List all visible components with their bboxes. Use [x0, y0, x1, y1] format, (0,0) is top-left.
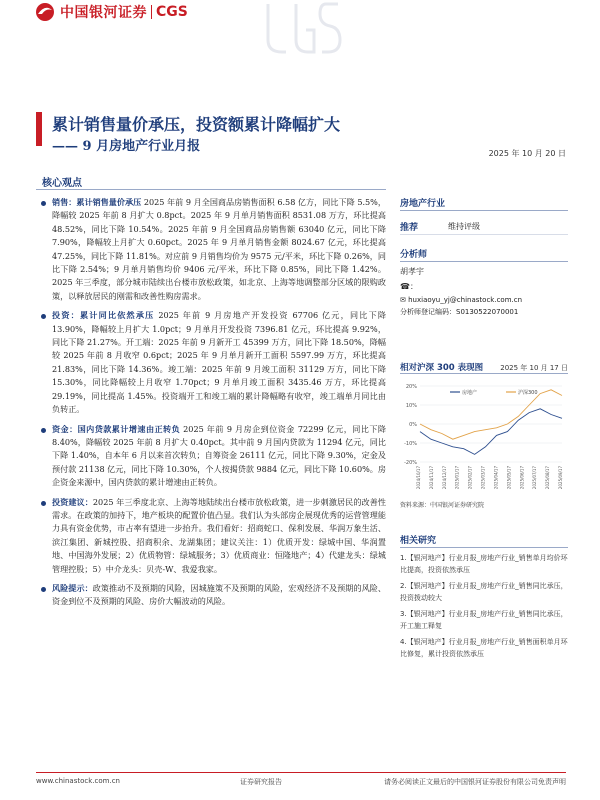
relative-performance-chart: [400, 378, 568, 498]
core-views-body: [40, 196, 386, 615]
y-tick-label: -10%: [404, 441, 417, 447]
chart-title: 相对沪深 300 表现图: [400, 363, 484, 373]
rating-key: 推荐: [400, 223, 419, 233]
x-tick-label: 2025/01/17: [454, 466, 460, 490]
section-divider: [36, 189, 386, 190]
x-tick-label: 2024/12/17: [441, 466, 447, 490]
item-investment: [40, 309, 386, 416]
x-tick-label: 2024/11/17: [428, 466, 434, 490]
x-tick-label: 2024/10/17: [416, 466, 421, 490]
x-tick-label: 2025/05/17: [506, 466, 512, 490]
chart-svg: [400, 378, 568, 498]
analyst-email: [400, 296, 568, 304]
item-text: 2025 年前 9 月房地产开发投资 67706 亿元，同比下降 13.90%，降幅较上月扩大 1.0pct；9 月单月开发投资 7396.81 亿元，环比提高 9.92%，同比下降 21.27%。开工端：2025 年前 9 月新开工 45399 万方，同比下降 18.50%，降幅较 2025 年前 8 月收窄 0.6pct；2025 年 9 月单月新开工面积 5597.99 万方，环比提高 21.83%，同比下降 14.36%。竣工端：2025 年前 9 月竣工面积 31129 万方，同比下降 15.30%，同比降幅较上月收窄 1.70pct；9 月单月竣工面积 3435.46 万方，环比提高 29.19%，同比提高 1.45%。投资端开工和竣工端的累计降幅略有收窄，竣工端单月同比由负转正。: [52, 310, 386, 415]
y-tick-label: 20%: [405, 384, 417, 390]
logo-text: 中国银河证券: [60, 5, 147, 21]
bullet-icon: [41, 314, 46, 319]
footer-disclaimer: 请务必阅读正文最后的中国银河证券股份有限公司免责声明: [384, 778, 566, 786]
footer-divider: [36, 772, 566, 773]
cgs-watermark-icon: [258, 0, 348, 60]
related-report[interactable]: 1.【银河地产】行业月报_房地产行业_销售单月均价环比提高，投资依然承压: [400, 554, 568, 574]
title-accent-bar: [36, 112, 42, 146]
chart-source: 资料来源：中国银河证券研究院: [400, 502, 485, 509]
bullet-icon: [41, 501, 46, 506]
report-date: 2025 年 10 月 20 日: [488, 149, 566, 158]
series-line-沪深300: [420, 390, 562, 439]
section-core-views: 核心观点: [42, 178, 82, 189]
page-header: [0, 0, 600, 62]
item-sales: [40, 196, 386, 303]
related-report[interactable]: 3.【银河地产】行业月报_房地产行业_销售同比承压，开工施工释复: [400, 610, 568, 630]
analyst-cert: 分析师登记编码：S0130522070001: [400, 308, 519, 316]
chart-header: [400, 359, 568, 374]
rating-value: 维持评级: [448, 222, 480, 231]
item-text: 2025 年三季度北京、上海等地陆续出台楼市放松政策，进一步刺激居民的改善性需求。在政策的加持下，地产板块的配置价值凸显。我们认为头部房企展现优秀的运营管理能力具有资金优势，市占率有望进一步抬升。我们看好：招商蛇口、保利发展、华润万象生活、滨江集团、新城控股、招商积余、龙湖集团；建议关注：1）优质开发：绿城中国、华润置地、中国海外发展；2）优质物管：绿城服务；3）优质商业：恒隆地产；4）代建龙头：绿城管理控股；5）中介龙头：贝壳-W、我爱我家。: [52, 496, 386, 574]
legend-label: 房地产: [462, 390, 478, 396]
x-tick-label: 2025/06/17: [519, 466, 525, 490]
item-label: 销售：累计销售量价承压: [52, 197, 142, 207]
item-label: 投资建议：: [52, 496, 93, 507]
legend-label: 沪深300: [518, 390, 538, 396]
footer-url[interactable]: www.chinastock.com.cn: [36, 777, 120, 785]
y-tick-label: 10%: [405, 403, 417, 409]
analyst-phone: [400, 281, 568, 292]
item-label: 风险提示：: [52, 582, 93, 593]
mail-icon: ✉: [400, 296, 406, 304]
bullet-icon: [41, 428, 46, 433]
item-text: 2025 年前 9 月房企到位资金 72299 亿元，同比下降 8.40%，降幅较 2025 年前 8 月扩大 0.40pct。其中前 9 月国内贷款为 11294 亿元，同比下降 1.40%，自本年 6 月以来首次转负；自筹资金 26111 亿元，同比下降 9.30%，定金及预付款 21138 亿元，同比下降 10.30%，个人按揭贷款 9884 亿元，同比下降 10.60%。房企资金来源中，国内贷款的累计增速由正转负。: [52, 423, 386, 488]
related-report[interactable]: 4.【银河地产】行业月报_房地产行业_销售面积单月环比修复，累计投资依然承压: [400, 638, 568, 658]
logo-cgs: CGS: [156, 4, 188, 20]
x-tick-label: 2025/02/17: [467, 466, 473, 490]
item-label: 投资：累计同比依然承压: [52, 310, 155, 321]
footer-center: 证券研究报告: [240, 778, 282, 786]
x-tick-label: 2025/07/17: [532, 466, 538, 490]
bullet-icon: [41, 587, 46, 592]
report-subtitle: —— 9 月房地产行业月报: [52, 139, 201, 154]
series-line-房地产: [420, 409, 562, 455]
y-tick-label: 0%: [409, 422, 417, 428]
logo: [34, 2, 188, 22]
item-label: 资金：国内贷款累计增速由正转负: [52, 423, 181, 434]
x-tick-label: 2025/08/17: [545, 466, 551, 490]
x-tick-label: 2025/03/17: [480, 466, 486, 490]
item-text: 2025 年前 9 月全国商品房销售面积 6.58 亿方，同比下降 5.5%，降幅较 2025 年前 8 月扩大 0.8pct。2025 年 9 月单月销售面积 8531.08 万方，环比提高 48.52%，同比下降 10.54%。2025 年前 9 月全国商品房销售额 63040 亿元，同比下降 7.90%，降幅较上月扩大 0.60pct。2025 年 9 月单月销售金额 8024.67 亿元，环比提高 47.25%，同比下降 11.81%。对应前 9 月销售均价为 9575 元/平米，环比下降 0.26%，同比下降 2.54%；9 月单月销售均价 9406 元/平米，环比下降 0.85%，同比下降 1.42%。2025 年三季度，部分城市陆续出台楼市放松政策，如北京、上海等地调整部分区域的限购政策，以释放居民的刚需和改善性购房需求。: [52, 197, 386, 301]
sidebar: [400, 196, 568, 660]
logo-divider: [151, 5, 152, 19]
item-risk: [40, 582, 386, 609]
item-text: 政策推动不及预期的风险，因城施策不及预期的风险，宏观经济不及预期的风险、资金到位不及预期的风险、房价大幅波动的风险。: [52, 582, 386, 607]
phone-label: ：: [409, 282, 418, 291]
x-tick-label: 2025/04/17: [493, 466, 499, 490]
related-report[interactable]: 2.【银河地产】行业月报_房地产行业_销售同比承压，投资拨动较大: [400, 582, 568, 602]
rating-row: [400, 219, 568, 235]
logo-mark-icon: [34, 2, 56, 22]
item-recommendation: [40, 496, 386, 576]
analyst-name: 胡孝宇: [400, 267, 424, 276]
bullet-icon: [41, 201, 46, 206]
report-title: 累计销售量价承压，投资额累计降幅扩大: [52, 115, 341, 134]
chart-date: 2025 年 10 月 17 日: [500, 364, 568, 372]
industry-label: 房地产行业: [400, 196, 568, 211]
y-tick-label: -20%: [404, 460, 417, 466]
analyst-email-text: huxiaoyu_yj@chinastock.com.cn: [408, 296, 523, 304]
related-label: 相关研究: [400, 533, 568, 548]
item-funding: [40, 423, 386, 490]
phone-icon: ☎: [400, 282, 410, 291]
x-tick-label: 2025/09/17: [558, 466, 563, 490]
analyst-label: 分析师: [400, 247, 568, 262]
